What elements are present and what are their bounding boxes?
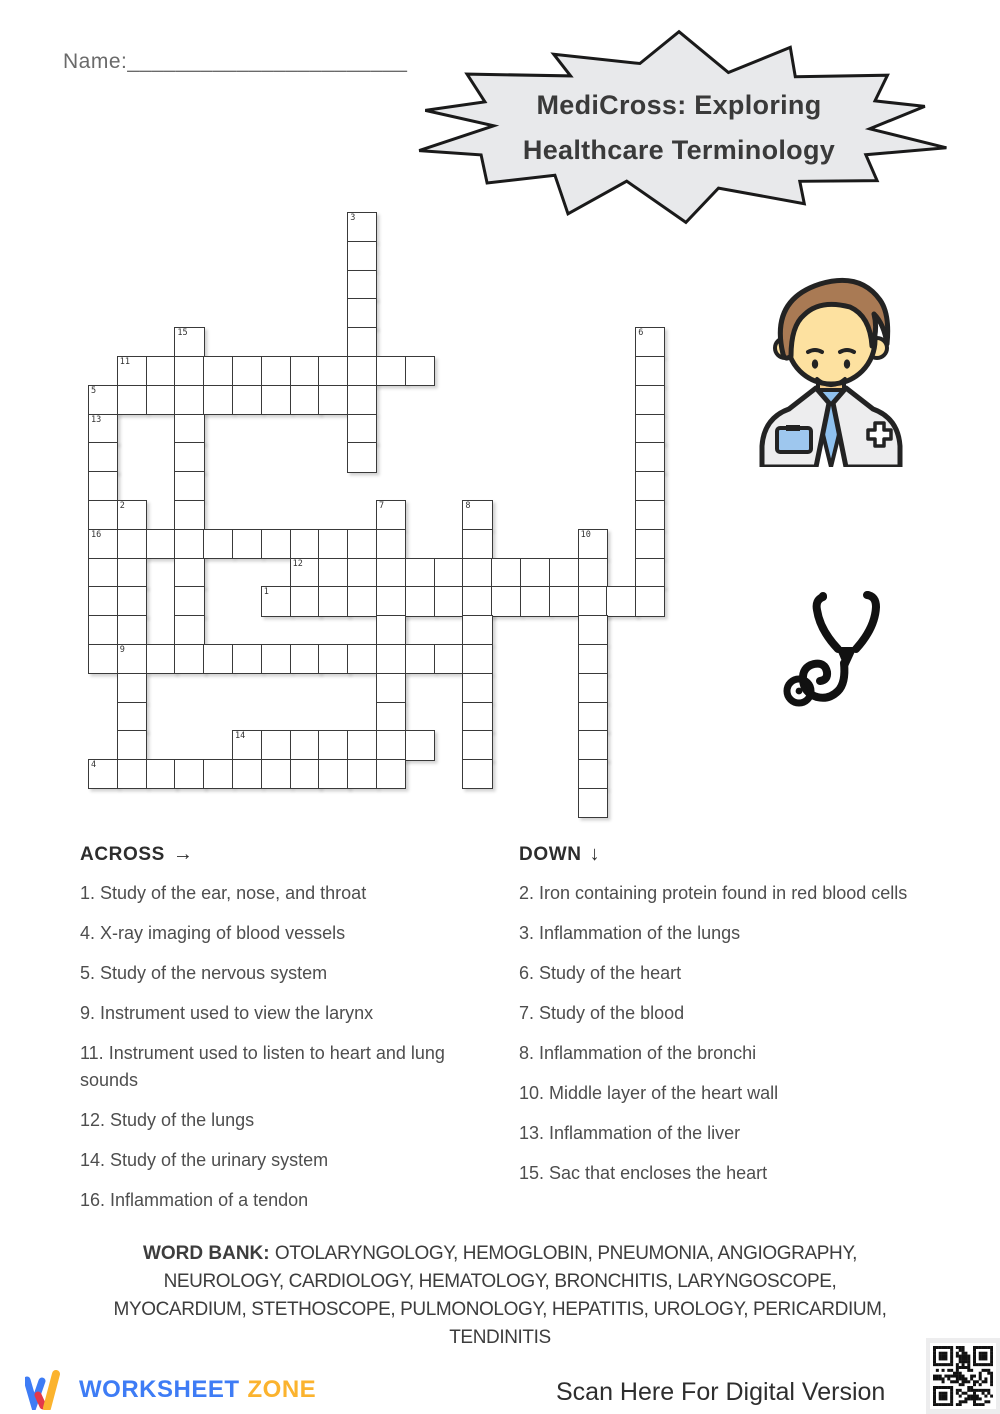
grid-cell[interactable]: [347, 442, 377, 472]
clue-item: 10. Middle layer of the heart wall: [519, 1083, 779, 1103]
title-banner: [401, 28, 957, 228]
grid-cell[interactable]: [88, 471, 118, 501]
word-bank-line: NEUROLOGY, CARDIOLOGY, HEMATOLOGY, BRONCHITIS, LARYNGOSCOPE,: [163, 1271, 837, 1292]
name-field[interactable]: [63, 50, 407, 74]
across-clue-list: [80, 880, 476, 1214]
grid-cell[interactable]: [174, 414, 204, 444]
grid-cell[interactable]: [578, 788, 608, 818]
clue-number: 16: [91, 529, 102, 540]
brand-worksheet: WORKSHEET: [79, 1376, 240, 1403]
clue-item: 4. X-ray imaging of blood vessels: [80, 923, 346, 943]
grid-cell[interactable]: [578, 529, 608, 559]
grid-cell[interactable]: [578, 673, 608, 703]
clue-number: 2: [119, 501, 125, 511]
grid-cell[interactable]: [174, 442, 204, 472]
clue-item: 2. Iron containing protein found in red blood cells: [519, 883, 908, 903]
grid-cell[interactable]: [318, 385, 348, 415]
grid-cell[interactable]: [434, 558, 464, 588]
clue-number: 4: [91, 760, 97, 771]
grid-cell[interactable]: [376, 759, 406, 789]
grid-cell[interactable]: [347, 759, 377, 789]
down-header-label: DOWN: [519, 844, 582, 865]
across-clues-section: [80, 843, 476, 1227]
clue-number: 9: [119, 645, 125, 655]
grid-cell[interactable]: [318, 730, 348, 760]
clue-item: 1. Study of the ear, nose, and throat: [80, 883, 367, 903]
grid-cell[interactable]: [347, 241, 377, 271]
grid-cell[interactable]: [635, 356, 665, 386]
clue-item: 9. Instrument used to view the larynx: [80, 1003, 374, 1023]
grid-cell[interactable]: [405, 586, 435, 616]
grid-cell[interactable]: [635, 529, 665, 559]
grid-cell[interactable]: [117, 500, 147, 530]
grid-cell[interactable]: [549, 558, 579, 588]
clue-item: 16. Inflammation of a tendon: [80, 1190, 309, 1210]
grid-cell[interactable]: [318, 644, 348, 674]
grid-cell[interactable]: [462, 529, 492, 559]
grid-cell[interactable]: [117, 529, 147, 559]
down-arrow-icon: ↓: [589, 843, 600, 865]
grid-cell[interactable]: [462, 500, 492, 530]
grid-cell[interactable]: [578, 644, 608, 674]
grid-cell[interactable]: [261, 356, 291, 386]
grid-cell[interactable]: [347, 385, 377, 415]
grid-cell[interactable]: [635, 442, 665, 472]
page-title: [401, 28, 957, 228]
grid-cell[interactable]: [232, 529, 262, 559]
grid-cell[interactable]: [347, 644, 377, 674]
clue-number: 15: [177, 328, 188, 339]
grid-cell[interactable]: [347, 529, 377, 559]
grid-cell[interactable]: [290, 385, 320, 415]
name-label: Name:: [63, 50, 128, 73]
clue-number: 13: [91, 414, 102, 425]
grid-cell[interactable]: [549, 586, 579, 616]
grid-cell[interactable]: [146, 385, 176, 415]
grid-cell[interactable]: [578, 730, 608, 760]
grid-cell[interactable]: [318, 529, 348, 559]
clue-number: 5: [91, 385, 97, 396]
grid-cell[interactable]: [434, 586, 464, 616]
grid-cell[interactable]: [261, 586, 291, 616]
grid-cell[interactable]: [347, 730, 377, 760]
right-arrow-icon: →: [172, 843, 193, 865]
grid-cell[interactable]: [347, 414, 377, 444]
grid-cell[interactable]: [203, 385, 233, 415]
clue-number: 7: [379, 501, 385, 511]
grid-cell[interactable]: [174, 327, 204, 357]
grid-cell[interactable]: [462, 702, 492, 732]
grid-cell[interactable]: [203, 759, 233, 789]
clue-number: 14: [235, 731, 246, 742]
grid-cell[interactable]: [318, 759, 348, 789]
grid-cell[interactable]: [117, 615, 147, 645]
clue-number: 6: [638, 328, 644, 339]
grid-cell[interactable]: [174, 500, 204, 530]
grid-cell[interactable]: [174, 759, 204, 789]
clue-item: 8. Inflammation of the bronchi: [519, 1043, 757, 1063]
grid-cell[interactable]: [347, 356, 377, 386]
grid-cell[interactable]: [606, 586, 636, 616]
grid-cell[interactable]: [376, 500, 406, 530]
grid-cell[interactable]: [261, 644, 291, 674]
grid-cell[interactable]: [491, 586, 521, 616]
grid-cell[interactable]: [203, 356, 233, 386]
clue-number: 1: [263, 587, 269, 598]
grid-cell[interactable]: [376, 644, 406, 674]
grid-cell[interactable]: [462, 730, 492, 760]
grid-cell[interactable]: [117, 702, 147, 732]
grid-cell[interactable]: [290, 356, 320, 386]
grid-cell[interactable]: [232, 759, 262, 789]
grid-cell[interactable]: [578, 702, 608, 732]
grid-cell[interactable]: [88, 442, 118, 472]
page-title-line1: MediCross: Exploring: [536, 90, 822, 120]
grid-cell[interactable]: [203, 529, 233, 559]
word-bank-line: MYOCARDIUM, STETHOSCOPE, PULMONOLOGY, HEPATITIS, UROLOGY, PERICARDIUM,: [113, 1299, 887, 1320]
grid-cell[interactable]: [174, 558, 204, 588]
grid-cell[interactable]: [88, 500, 118, 530]
grid-cell[interactable]: [261, 385, 291, 415]
grid-cell[interactable]: [491, 558, 521, 588]
grid-cell[interactable]: [174, 471, 204, 501]
grid-cell[interactable]: [520, 586, 550, 616]
word-bank-line: TENDINITIS: [449, 1327, 551, 1348]
clue-number: 11: [119, 357, 131, 367]
clue-number: 10: [580, 529, 591, 540]
grid-cell[interactable]: [376, 529, 406, 559]
grid-cell[interactable]: [117, 356, 147, 386]
clue-item: 6. Study of the heart: [519, 963, 682, 983]
grid-cell[interactable]: [347, 298, 377, 328]
clue-item: 15. Sac that encloses the heart: [519, 1163, 768, 1183]
grid-cell[interactable]: [462, 673, 492, 703]
grid-cell[interactable]: [578, 615, 608, 645]
clue-item: 13. Inflammation of the liver: [519, 1123, 741, 1143]
grid-cell[interactable]: [578, 558, 608, 588]
grid-cell[interactable]: [376, 702, 406, 732]
grid-cell[interactable]: [462, 644, 492, 674]
grid-cell[interactable]: [635, 586, 665, 616]
grid-cell[interactable]: [635, 558, 665, 588]
grid-cell[interactable]: [88, 414, 118, 444]
grid-cell[interactable]: [347, 327, 377, 357]
grid-cell[interactable]: [232, 644, 262, 674]
grid-cell[interactable]: [174, 356, 204, 386]
grid-cell[interactable]: [117, 730, 147, 760]
grid-cell[interactable]: [117, 586, 147, 616]
grid-cell[interactable]: [117, 558, 147, 588]
grid-cell[interactable]: [290, 529, 320, 559]
grid-cell[interactable]: [261, 759, 291, 789]
grid-cell[interactable]: [462, 558, 492, 588]
word-bank-label: WORD BANK:: [142, 1243, 275, 1264]
down-clues-section: [519, 843, 923, 1200]
grid-cell[interactable]: [376, 673, 406, 703]
grid-cell[interactable]: [261, 730, 291, 760]
grid-cell[interactable]: [635, 471, 665, 501]
grid-cell[interactable]: [146, 356, 176, 386]
grid-cell[interactable]: [290, 558, 320, 588]
grid-cell[interactable]: [174, 385, 204, 415]
clue-item: 11. Instrument used to listen to heart and lung sounds: [80, 1043, 445, 1090]
down-clue-list: [519, 880, 923, 1187]
page-title-line2: Healthcare Terminology: [522, 135, 836, 165]
clue-item: 14. Study of the urinary system: [80, 1150, 329, 1170]
across-header-label: ACROSS: [80, 844, 165, 865]
grid-cell[interactable]: [174, 529, 204, 559]
grid-cell[interactable]: [117, 644, 147, 674]
grid-cell[interactable]: [376, 586, 406, 616]
grid-cell[interactable]: [290, 730, 320, 760]
grid-cell[interactable]: [117, 759, 147, 789]
grid-cell[interactable]: [405, 644, 435, 674]
grid-cell[interactable]: [376, 558, 406, 588]
worksheetzone-logo-icon: [25, 1370, 71, 1410]
grid-cell[interactable]: [405, 730, 435, 760]
grid-cell[interactable]: [88, 615, 118, 645]
clue-number: 3: [350, 213, 356, 223]
grid-cell[interactable]: [88, 759, 118, 789]
clue-item: 3. Inflammation of the lungs: [519, 923, 741, 943]
qr-code-image: [933, 1346, 993, 1406]
grid-cell[interactable]: [462, 615, 492, 645]
grid-cell[interactable]: [376, 615, 406, 645]
scan-here-text: Scan Here For Digital Version: [556, 1378, 886, 1406]
grid-cell[interactable]: [290, 644, 320, 674]
clue-item: 5. Study of the nervous system: [80, 963, 328, 983]
grid-cell[interactable]: [174, 615, 204, 645]
doctor-illustration: [756, 262, 906, 467]
word-bank-line: WORD BANK: OTOLARYNGOLOGY, HEMOGLOBIN, PNEUMONIA, ANGIOGRAPHY,: [142, 1243, 858, 1264]
grid-cell[interactable]: [347, 586, 377, 616]
stethoscope-icon: [773, 583, 898, 708]
grid-cell[interactable]: [347, 270, 377, 300]
grid-cell[interactable]: [578, 759, 608, 789]
grid-cell[interactable]: [88, 644, 118, 674]
grid-cell[interactable]: [232, 730, 262, 760]
grid-cell[interactable]: [318, 356, 348, 386]
grid-cell[interactable]: [290, 586, 320, 616]
grid-cell[interactable]: [347, 558, 377, 588]
grid-cell[interactable]: [635, 385, 665, 415]
grid-cell[interactable]: [578, 586, 608, 616]
clue-number: 12: [292, 558, 303, 569]
grid-cell[interactable]: [88, 586, 118, 616]
clue-item: 7. Study of the blood: [519, 1003, 685, 1023]
grid-cell[interactable]: [117, 673, 147, 703]
grid-cell[interactable]: [462, 586, 492, 616]
qr-code-patch: [926, 1338, 1000, 1414]
grid-cell[interactable]: [376, 356, 406, 386]
clue-item: 12. Study of the lungs: [80, 1110, 255, 1130]
across-header: [80, 843, 476, 866]
word-bank: [60, 1240, 940, 1352]
grid-cell[interactable]: [146, 529, 176, 559]
grid-cell[interactable]: [117, 385, 147, 415]
qr-code: [930, 1343, 996, 1409]
grid-cell[interactable]: [146, 759, 176, 789]
grid-cell[interactable]: [635, 327, 665, 357]
grid-cell[interactable]: [520, 558, 550, 588]
grid-cell[interactable]: [635, 414, 665, 444]
grid-cell[interactable]: [261, 529, 291, 559]
grid-cell[interactable]: [88, 558, 118, 588]
grid-cell[interactable]: [232, 356, 262, 386]
grid-cell[interactable]: [462, 759, 492, 789]
grid-cell[interactable]: [232, 385, 262, 415]
grid-cell[interactable]: [405, 558, 435, 588]
grid-cell[interactable]: [376, 730, 406, 760]
grid-cell[interactable]: [635, 500, 665, 530]
grid-cell[interactable]: [405, 356, 435, 386]
grid-cell[interactable]: [88, 529, 118, 559]
grid-cell[interactable]: [318, 558, 348, 588]
name-blank-line: _______________________: [127, 50, 408, 73]
down-header: [519, 843, 923, 866]
grid-cell[interactable]: [174, 644, 204, 674]
grid-cell[interactable]: [203, 644, 233, 674]
worksheetzone-logo[interactable]: [25, 1372, 316, 1408]
grid-cell[interactable]: [290, 759, 320, 789]
grid-cell[interactable]: [347, 212, 377, 242]
grid-cell[interactable]: [318, 586, 348, 616]
grid-cell[interactable]: [88, 385, 118, 415]
clue-number: 8: [465, 501, 471, 511]
grid-cell[interactable]: [434, 644, 464, 674]
grid-cell[interactable]: [146, 644, 176, 674]
grid-cell[interactable]: [174, 586, 204, 616]
brand-zone: ZONE: [247, 1376, 317, 1403]
